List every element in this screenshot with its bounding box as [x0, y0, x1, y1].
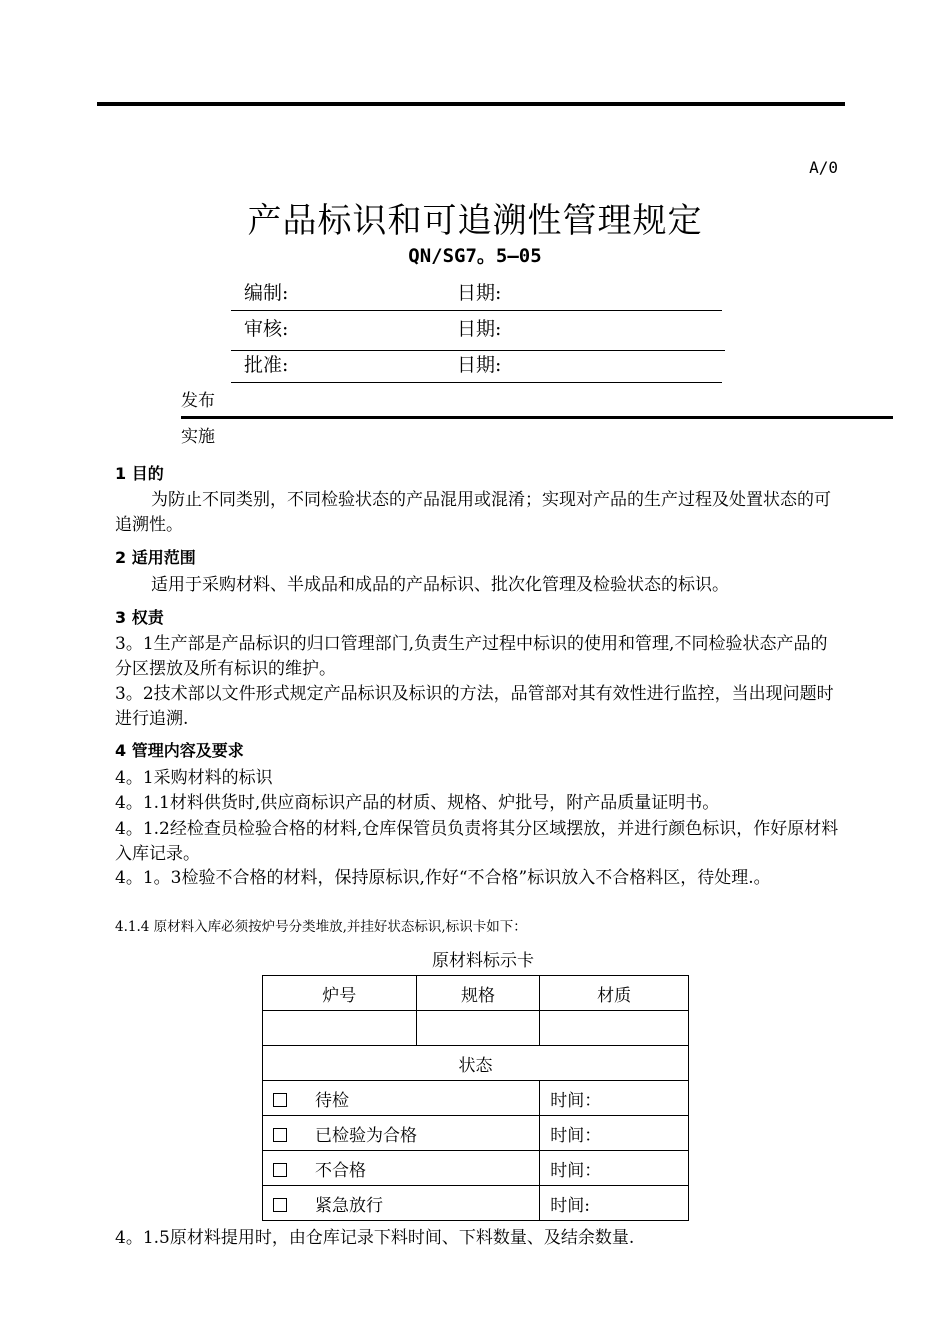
section-1-heading: 1 目的	[115, 464, 164, 483]
implement-label: 实施	[181, 427, 215, 447]
middle-rule	[181, 416, 893, 419]
section-3-2-text: 3。2技术部以文件形式规定产品标识及标识的方法，品管部对其有效性进行监控，当出现问题时进行追溯.	[115, 684, 834, 729]
version-label: A/0	[809, 158, 838, 177]
signature-role-approved: 批准:	[244, 354, 289, 376]
status-time: 时间:	[540, 1186, 689, 1221]
status-time: 时间：	[540, 1116, 689, 1151]
cell-heat-number	[263, 1011, 417, 1046]
section-4-1-1-text: 4。1.1材料供货时,供应商标识产品的材质、规格、炉批号，附产品质量证明书。	[115, 793, 720, 813]
status-row	[263, 1151, 689, 1186]
checkbox-icon	[273, 1093, 287, 1107]
document-code: QN/SG7。5—05	[408, 245, 542, 267]
top-rule	[97, 102, 845, 106]
section-4-1-4-text: 4.1.4 原材料入库必须按炉号分类堆放,并挂好状态标识,标识卡如下：	[115, 919, 527, 935]
material-label-card	[262, 975, 689, 1221]
publish-label: 发布	[181, 391, 215, 411]
card-header-row	[263, 976, 689, 1011]
status-time: 时间：	[540, 1081, 689, 1116]
section-4-1-text: 4。1采购材料的标识	[115, 768, 273, 788]
status-emergency-release: 紧急放行	[315, 1195, 383, 1216]
section-4-1-3-text: 4。1。3检验不合格的材料，保持原标识,作好“不合格”标识放入不合格料区，待处理.。	[115, 868, 771, 888]
document-title: 产品标识和可追溯性管理规定	[247, 201, 703, 241]
section-2-heading: 2 适用范围	[115, 548, 196, 567]
section-3-1-text: 3。1生产部是产品标识的归口管理部门,负责生产过程中标识的使用和管理,不同检验状态产品的分区摆放及所有标识的维护。	[115, 634, 828, 679]
header-heat-number: 炉号	[263, 976, 417, 1011]
section-4-1-5-text: 4。1.5原材料提用时，由仓库记录下料时间、下料数量、及结余数量.	[115, 1228, 635, 1248]
status-pending: 待检	[315, 1090, 349, 1111]
signature-line	[231, 310, 722, 311]
section-1-text: 为防止不同类别，不同检验状态的产品混用或混淆；实现对产品的生产过程及处置状态的可追溯性。	[115, 490, 831, 535]
cell-specification	[416, 1011, 540, 1046]
signature-role-prepared: 编制:	[244, 282, 289, 304]
signature-line	[231, 382, 722, 383]
header-material: 材质	[540, 976, 689, 1011]
signature-role-reviewed: 审核:	[244, 318, 289, 340]
section-3-heading: 3 权责	[115, 608, 164, 627]
status-label: 状态	[263, 1046, 689, 1081]
checkbox-icon	[273, 1163, 287, 1177]
signature-date-prepared: 日期:	[457, 282, 502, 304]
section-2-text: 适用于采购材料、半成品和成品的产品标识、批次化管理及检验状态的标识。	[151, 575, 729, 595]
checkbox-icon	[273, 1128, 287, 1142]
status-row	[263, 1116, 689, 1151]
status-row	[263, 1186, 689, 1221]
section-4-1-2-text: 4。1.2经检查员检验合格的材料,仓库保管员负责将其分区域摆放，并进行颜色标识，作好原材料入库记录。	[115, 819, 839, 864]
status-passed: 已检验为合格	[315, 1125, 417, 1146]
checkbox-icon	[273, 1198, 287, 1212]
signature-date-approved: 日期:	[457, 354, 502, 376]
card-title: 原材料标示卡	[432, 951, 534, 971]
card-value-row	[263, 1011, 689, 1046]
cell-material	[540, 1011, 689, 1046]
status-row	[263, 1081, 689, 1116]
status-failed: 不合格	[315, 1160, 366, 1181]
header-specification: 规格	[416, 976, 540, 1011]
section-4-heading: 4 管理内容及要求	[115, 741, 244, 760]
signature-date-reviewed: 日期:	[457, 318, 502, 340]
status-time: 时间：	[540, 1151, 689, 1186]
